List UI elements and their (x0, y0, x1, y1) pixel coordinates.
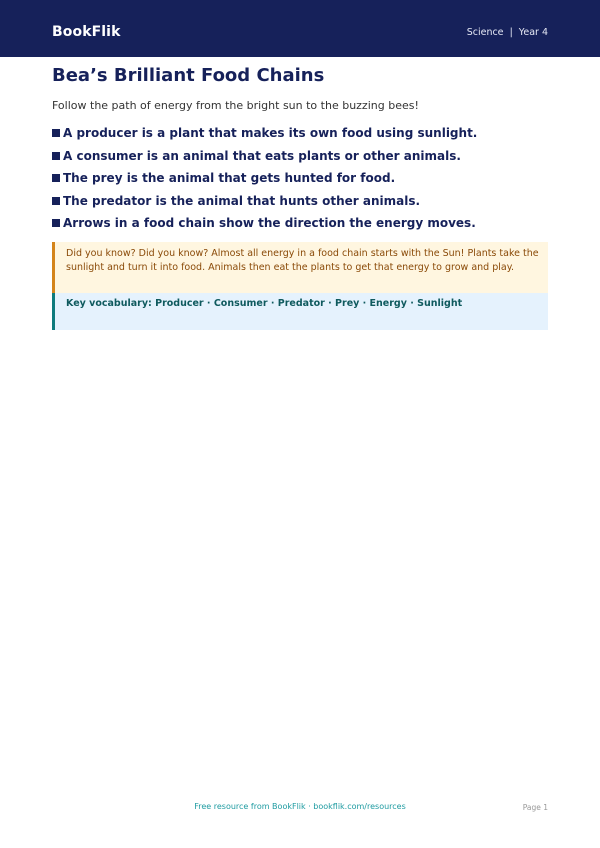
list-item (52, 122, 477, 145)
fact-text: Did you know? Did you know? Almost all energy in a food chain starts with the Sun! Plants take the sunlight and turn it into food. Animals then eat the plants to get that energy to grow and play. (66, 248, 539, 273)
list-item (52, 145, 477, 168)
bullet-text: The predator is the animal that hunts other animals. (63, 193, 421, 208)
brand-logo[interactable]: BookFlik (52, 24, 121, 40)
list-item (52, 212, 477, 235)
square-bullet-icon (52, 197, 60, 205)
bullet-text: A producer is a plant that makes its own food using sunlight. (63, 126, 478, 141)
key-vocabulary-box (52, 293, 548, 330)
square-bullet-icon (52, 174, 60, 182)
list-item (52, 167, 477, 190)
intro-text: Follow the path of energy from the bright sun to the buzzing bees! (52, 99, 419, 112)
did-you-know-box (52, 242, 548, 293)
bullet-list (52, 122, 477, 235)
page-header (0, 0, 600, 57)
square-bullet-icon (52, 129, 60, 137)
list-item (52, 190, 477, 213)
footer-link[interactable]: Free resource from BookFlik · bookflik.com/resources (194, 802, 406, 811)
bullet-text: The prey is the animal that gets hunted for food. (63, 171, 396, 186)
page-title: Bea’s Brilliant Food Chains (52, 65, 325, 86)
subject-label: Science | Year 4 (466, 27, 548, 38)
page-number: Page 1 (522, 803, 548, 812)
bullet-text: Arrows in a food chain show the direction the energy moves. (63, 216, 476, 231)
square-bullet-icon (52, 152, 60, 160)
vocab-text: Key vocabulary: Producer · Consumer · Predator · Prey · Energy · Sunlight (66, 298, 463, 309)
square-bullet-icon (52, 219, 60, 227)
bullet-text: A consumer is an animal that eats plants or other animals. (63, 148, 461, 163)
